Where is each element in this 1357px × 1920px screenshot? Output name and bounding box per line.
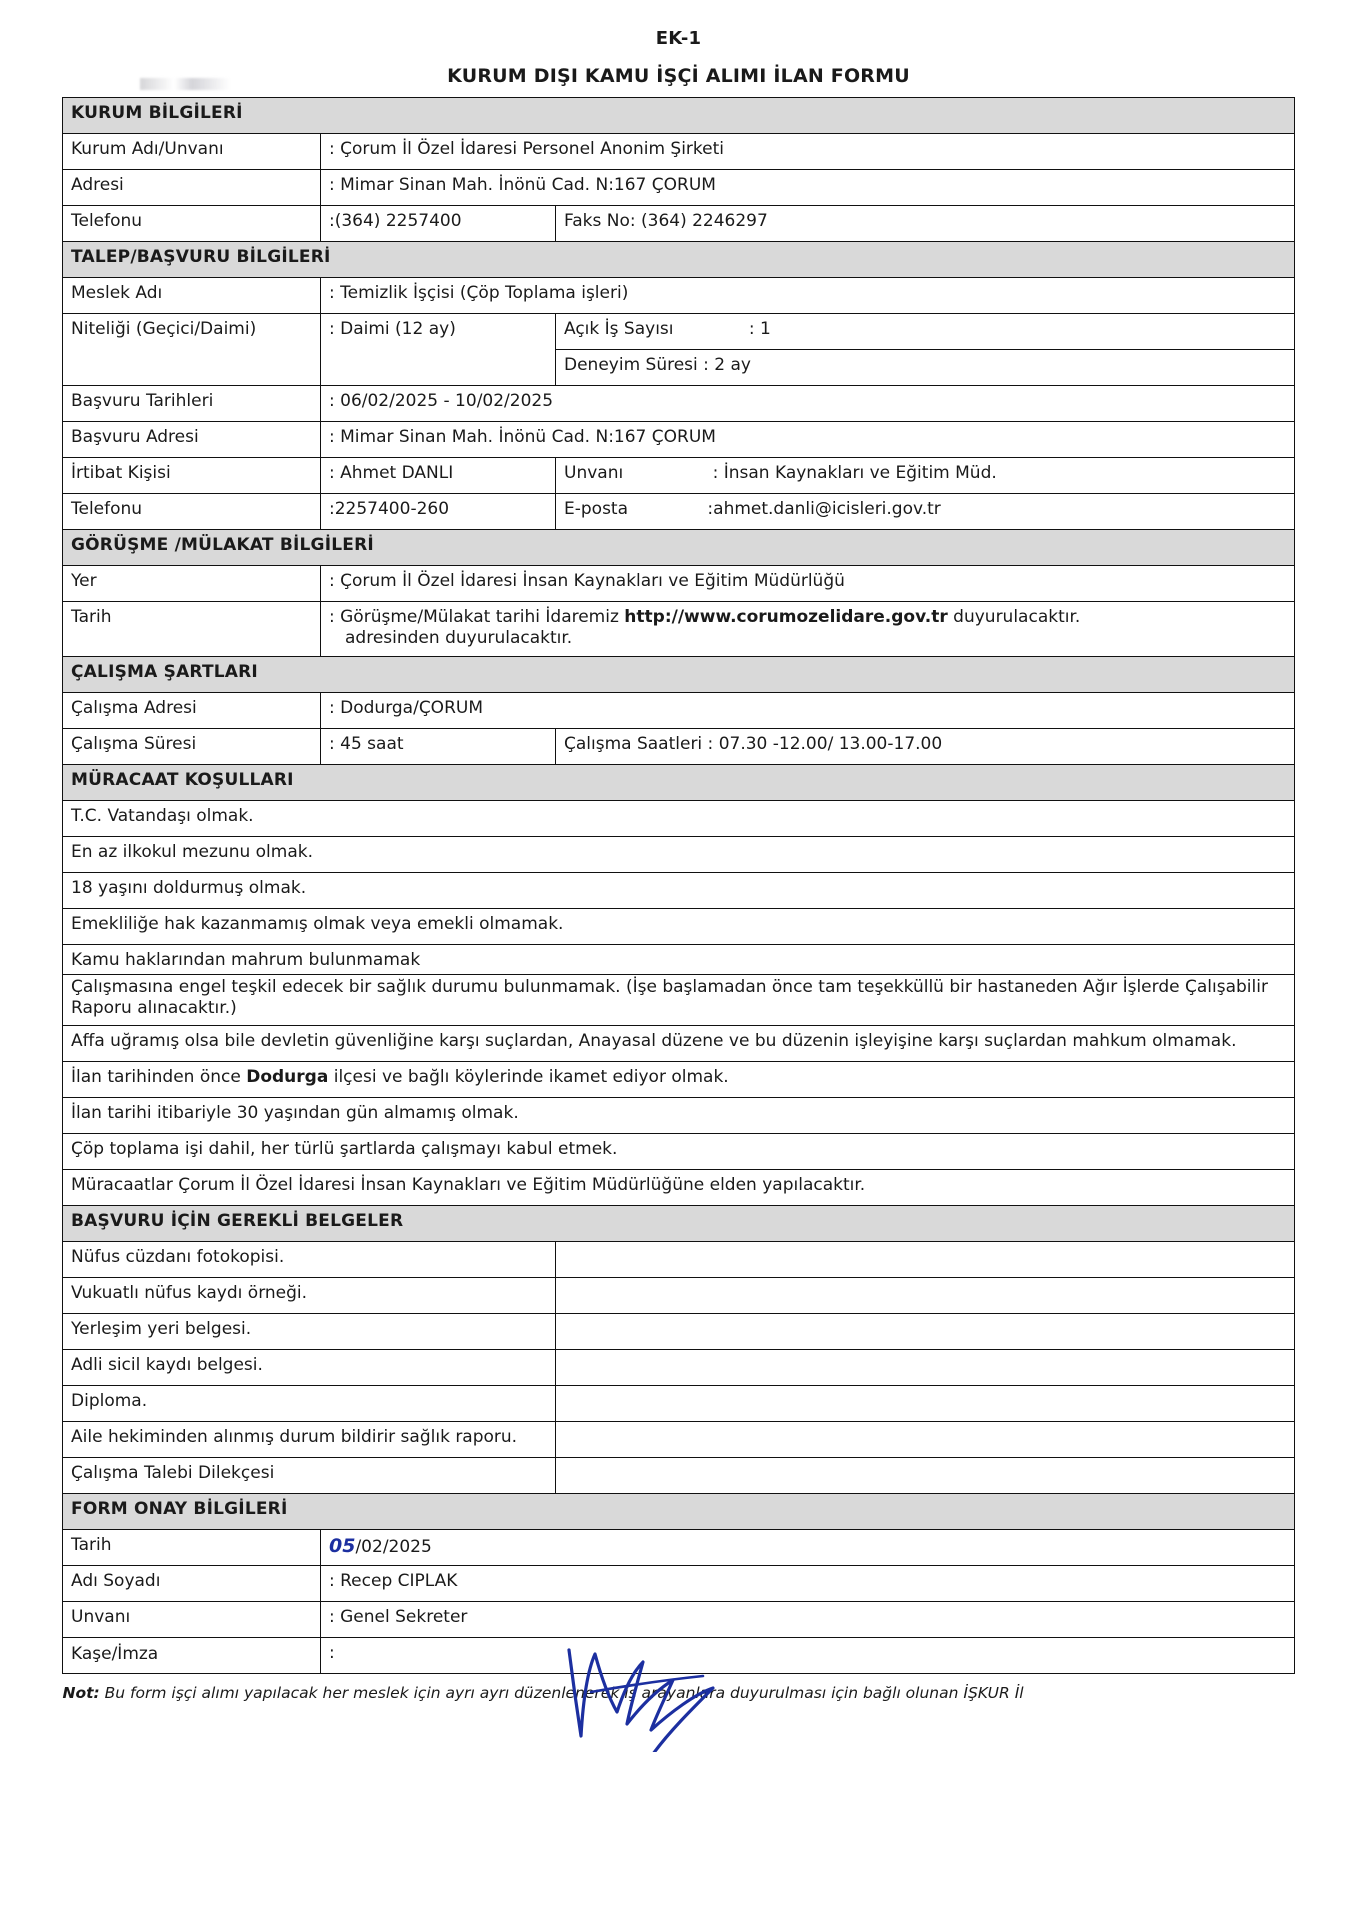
footer-note-bold: Not: (62, 1684, 100, 1702)
muracaat-kosul-11: Müracaatlar Çorum İl Özel İdaresi İnsan Kaynakları ve Eğitim Müdürlüğüne elden yapılacaktır. (63, 1170, 1295, 1206)
list-item (63, 1422, 1295, 1458)
section-header-calisma: ÇALIŞMA ŞARTLARI (63, 656, 1295, 692)
table-row (63, 170, 1295, 206)
footer-note (63, 1684, 1295, 1702)
belge-1-blank (556, 1242, 1295, 1278)
belge-6: Aile hekiminden alınmış durum bildirir sağlık raporu. (63, 1422, 556, 1458)
ek-label: EK-1 (655, 28, 702, 49)
belge-2: Vukuatlı nüfus kaydı örneği. (63, 1278, 556, 1314)
belge-6-blank (556, 1422, 1295, 1458)
muracaat-kosul-1: T.C. Vatandaşı olmak. (63, 800, 1295, 836)
value-onay-tarih (321, 1530, 1295, 1566)
list-item (63, 1386, 1295, 1422)
gorusme-tarih-url: http://www.corumozelidare.gov.tr (624, 607, 948, 627)
value-onay-unvani: : Genel Sekreter (321, 1602, 1295, 1638)
value-gorusme-tarih (321, 602, 1295, 657)
list-item (63, 1242, 1295, 1278)
irtibat-unvan-text: : İnsan Kaynakları ve Eğitim Müd. (712, 463, 997, 483)
section-row-talep (63, 242, 1295, 278)
table-row (63, 494, 1295, 530)
section-header-onay: FORM ONAY BİLGİLERİ (63, 1494, 1295, 1530)
belge-4-blank (556, 1350, 1295, 1386)
table-row (63, 422, 1295, 458)
table-row (63, 314, 1295, 350)
table-row (63, 134, 1295, 170)
belge-7-blank (556, 1458, 1295, 1494)
list-item (63, 944, 1295, 974)
list-item (63, 800, 1295, 836)
value-basvuru-tarihleri: : 06/02/2025 - 10/02/2025 (321, 386, 1295, 422)
label-kase-imza: Kaşe/İmza (63, 1638, 321, 1674)
signature-area (321, 1638, 1295, 1674)
value-irtibat-kisisi: : Ahmet DANLI (321, 458, 556, 494)
value-calisma-adresi: : Dodurga/ÇORUM (321, 692, 1295, 728)
section-header-muracaat: MÜRACAAT KOŞULLARI (63, 764, 1295, 800)
section-row-belgeler (63, 1206, 1295, 1242)
table-row (63, 566, 1295, 602)
value-gorusme-yer: : Çorum İl Özel İdaresi İnsan Kaynakları ve Eğitim Müdürlüğü (321, 566, 1295, 602)
value-eposta (556, 494, 1295, 530)
muracaat-kosul-3: 18 yaşını doldurmuş olmak. (63, 872, 1295, 908)
label-basvuru-adresi: Başvuru Adresi (63, 422, 321, 458)
label-gorusme-tarih: Tarih (63, 602, 321, 657)
muracaat-kosul-8-pre: İlan tarihinden önce (71, 1067, 247, 1087)
label-calisma-adresi: Çalışma Adresi (63, 692, 321, 728)
label-telefon: Telefonu (63, 206, 321, 242)
table-row (63, 386, 1295, 422)
value-nitelik: : Daimi (12 ay) (321, 314, 556, 386)
list-item (63, 1278, 1295, 1314)
list-item (63, 1062, 1295, 1098)
muracaat-kosul-8-post: ilçesi ve bağlı köylerinde ikamet ediyor olmak. (328, 1067, 729, 1087)
section-row-muracaat (63, 764, 1295, 800)
label-irtibat-telefon: Telefonu (63, 494, 321, 530)
muracaat-kosul-5: Kamu haklarından mahrum bulunmamak (63, 944, 1295, 974)
label-meslek-adi: Meslek Adı (63, 278, 321, 314)
label-nitelik: Niteliği (Geçici/Daimi) (63, 314, 321, 386)
value-acik-is-sayisi (556, 314, 1295, 350)
muracaat-kosul-7: Affa uğramış olsa bile devletin güvenliğine karşı suçlardan, Anayasal düzene ve bu düzenin işleyişine karşı suçlardan mahkum olmamak. (63, 1026, 1295, 1062)
belge-5: Diploma. (63, 1386, 556, 1422)
belge-2-blank (556, 1278, 1295, 1314)
table-row (63, 728, 1295, 764)
onay-tarih-rest: /02/2025 (355, 1537, 432, 1557)
label-basvuru-tarihleri: Başvuru Tarihleri (63, 386, 321, 422)
list-item (63, 836, 1295, 872)
muracaat-kosul-6: Çalışmasına engel teşkil edecek bir sağlık durumu bulunmamak. (İşe başlamadan önce tam teşekküllü bir hastaneden Ağır İşlerde Çalışabilir Raporu alınacaktır.) (63, 974, 1295, 1026)
label-onay-tarih: Tarih (63, 1530, 321, 1566)
section-header-gorusme: GÖRÜŞME /MÜLAKAT BİLGİLERİ (63, 530, 1295, 566)
value-irtibat-unvan (556, 458, 1295, 494)
muracaat-kosul-8 (63, 1062, 1295, 1098)
belge-5-blank (556, 1386, 1295, 1422)
value-irtibat-telefon: :2257400-260 (321, 494, 556, 530)
value-calisma-suresi: : 45 saat (321, 728, 556, 764)
gorusme-tarih-post: duyurulacaktır. (947, 607, 1081, 627)
kase-imza-colon: : (329, 1643, 335, 1663)
value-adi-soyadi: : Recep CIPLAK (321, 1566, 1295, 1602)
value-deneyim-suresi: Deneyim Süresi : 2 ay (556, 350, 1295, 386)
value-basvuru-adresi: : Mimar Sinan Mah. İnönü Cad. N:167 ÇORUM (321, 422, 1295, 458)
muracaat-kosul-10: Çöp toplama işi dahil, her türlü şartlarda çalışmayı kabul etmek. (63, 1134, 1295, 1170)
muracaat-kosul-8-bold: Dodurga (246, 1067, 329, 1087)
table-row (63, 1566, 1295, 1602)
table-row (63, 692, 1295, 728)
list-item (63, 1134, 1295, 1170)
label-eposta: E-posta (564, 499, 629, 519)
document-title: KURUM DIŞI KAMU İŞÇİ ALIMI İLAN FORMU (447, 65, 910, 87)
value-meslek-adi: : Temizlik İşçisi (Çöp Toplama işleri) (321, 278, 1295, 314)
value-telefon: :(364) 2257400 (321, 206, 556, 242)
belge-1: Nüfus cüzdanı fotokopisi. (63, 1242, 556, 1278)
section-row-calisma (63, 656, 1295, 692)
label-calisma-suresi: Çalışma Süresi (63, 728, 321, 764)
eposta-text: :ahmet.danli@icisleri.gov.tr (707, 499, 941, 519)
table-row (63, 1638, 1295, 1674)
table-row (63, 602, 1295, 657)
value-adres: : Mimar Sinan Mah. İnönü Cad. N:167 ÇORUM (321, 170, 1295, 206)
section-row-onay (63, 1494, 1295, 1530)
footer-note-text: Bu form işçi alımı yapılacak her meslek için ayrı ayrı düzenlenerek iş arayanlara duyurulması için bağlı olunan İŞKUR İl (99, 1684, 1024, 1702)
belge-4: Adli sicil kaydı belgesi. (63, 1350, 556, 1386)
list-item (63, 1170, 1295, 1206)
list-item (63, 1026, 1295, 1062)
muracaat-kosul-2: En az ilkokul mezunu olmak. (63, 836, 1295, 872)
value-kurum-adi: : Çorum İl Özel İdaresi Personel Anonim Şirketi (321, 134, 1295, 170)
label-kurum-adi: Kurum Adı/Unvanı (63, 134, 321, 170)
list-item (63, 974, 1295, 1026)
gorusme-tarih-pre: : Görüşme/Mülakat tarihi İdaremiz (329, 607, 625, 627)
muracaat-kosul-4: Emekliliğe hak kazanmamış olmak veya emekli olmamak. (63, 908, 1295, 944)
list-item (63, 1098, 1295, 1134)
list-item (63, 1350, 1295, 1386)
list-item (63, 1458, 1295, 1494)
muracaat-kosul-9: İlan tarihi itibariyle 30 yaşından gün almamış olmak. (63, 1098, 1295, 1134)
table-row (63, 278, 1295, 314)
label-adres: Adresi (63, 170, 321, 206)
value-calisma-saatleri: Çalışma Saatleri : 07.30 -12.00/ 13.00-17.00 (556, 728, 1295, 764)
value-faks: Faks No: (364) 2246297 (556, 206, 1295, 242)
section-header-kurum: KURUM BİLGİLERİ (63, 98, 1295, 134)
gorusme-tarih-line2: adresinden duyurulacaktır. (345, 628, 573, 649)
table-row (63, 458, 1295, 494)
label-irtibat-kisisi: İrtibat Kişisi (63, 458, 321, 494)
section-row-gorusme (63, 530, 1295, 566)
section-row-kurum (63, 98, 1295, 134)
list-item (63, 1314, 1295, 1350)
table-row (63, 1602, 1295, 1638)
table-row (63, 206, 1295, 242)
scan-artifact (140, 78, 230, 90)
table-row (63, 1530, 1295, 1566)
list-item (63, 872, 1295, 908)
form-table (62, 97, 1295, 1674)
section-header-talep: TALEP/BAŞVURU BİLGİLERİ (63, 242, 1295, 278)
label-gorusme-yer: Yer (63, 566, 321, 602)
handwritten-date-day: 05 (329, 1535, 356, 1557)
label-adi-soyadi: Adı Soyadı (63, 1566, 321, 1602)
label-onay-unvani: Unvanı (63, 1602, 321, 1638)
acik-is-sayisi-number: : 1 (748, 319, 771, 339)
belge-3: Yerleşim yeri belgesi. (63, 1314, 556, 1350)
list-item (63, 908, 1295, 944)
label-acik-is-sayisi: Açık İş Sayısı (564, 319, 674, 339)
belge-3-blank (556, 1314, 1295, 1350)
belge-7: Çalışma Talebi Dilekçesi (63, 1458, 556, 1494)
section-header-belgeler: BAŞVURU İÇİN GEREKLİ BELGELER (63, 1206, 1295, 1242)
label-irtibat-unvan: Unvanı (564, 463, 624, 483)
